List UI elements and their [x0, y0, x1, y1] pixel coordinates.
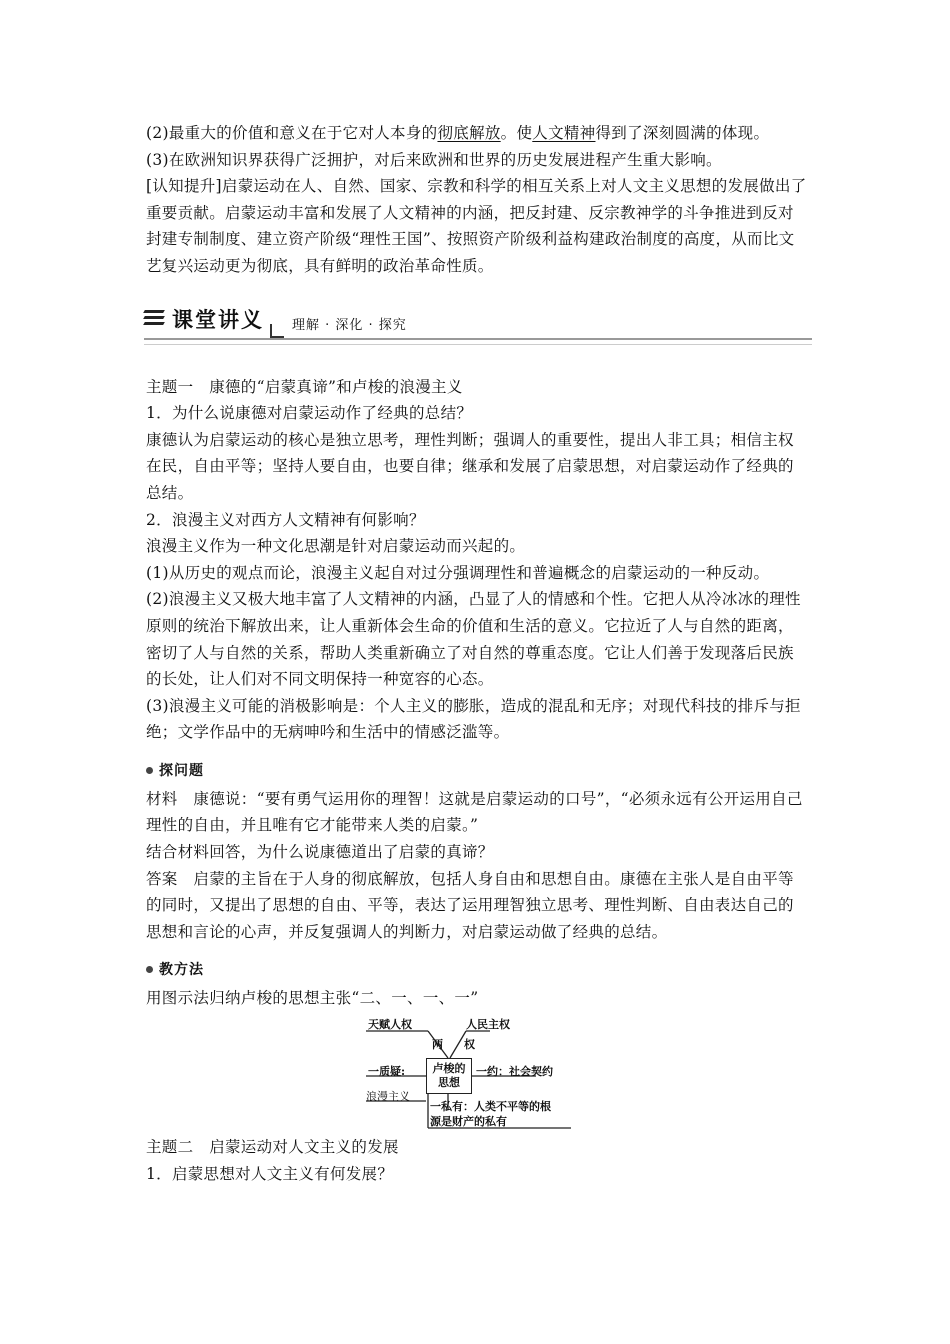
bullet-dot-icon — [146, 966, 153, 973]
explore-answer: 答案 启蒙的主旨在于人身的彻底解放，包括人身自由和思想自由。康德在主张人是自由平等的同时，又提出了思想的自由、平等，表达了运用理智独立思考、理性判断、自由表达自己的思想和言论的心声，并反复强调人的判断力，对启蒙运动做了经典的总结。 — [146, 869, 794, 941]
method-label-text: 教方法 — [159, 962, 204, 979]
topic2-question1: 1．启蒙思想对人文主义有何发展？ — [146, 1164, 394, 1183]
topic1-answer2-intro: 浪漫主义作为一种文化思潮是针对启蒙运动而兴起的。 — [146, 537, 526, 556]
paragraph-value-3: (3)在欧洲知识界获得广泛拥护，对后来欧洲和世界的历史发展进程产生重大影响。 — [146, 150, 722, 169]
topic2-heading: 主题二 启蒙运动对人文主义的发展 — [146, 1138, 399, 1157]
method-section-label — [146, 959, 808, 979]
insight-paragraph: [认知提升]启蒙运动在人、自然、国家、宗教和科学的相互关系上对人文主义思想的发展做出了重要贡献。启蒙运动丰富和发展了人文精神的内涵，把反封建、反宗教神学的斗争推进到反对封建专制制度、建立资产阶级“理性王国”、按照资产阶级利益构建政治制度的高度，从而比文艺复兴运动更为彻底，具有鲜明的政治革命性质。 — [146, 177, 807, 275]
one-doubt-label: 一质疑: — [368, 1065, 406, 1079]
bullet-dot-icon — [146, 767, 153, 774]
section-banner — [144, 302, 812, 348]
one-contract-label: 一约：社会契约 — [476, 1065, 553, 1079]
two-label: 两 — [432, 1038, 443, 1052]
romanticism-label: 浪漫主义 — [366, 1090, 410, 1104]
explore-question: 结合材料回答，为什么说康德道出了启蒙的真谛？ — [146, 843, 494, 862]
banner-subtitle: 理解 · 深化 · 探究 — [292, 317, 407, 333]
topic1-question2: 2．浪漫主义对西方人文精神有何影响？ — [146, 510, 425, 529]
text-segment: 得到了深刻圆满的体现。 — [595, 124, 770, 142]
explore-section-label — [146, 760, 808, 780]
popular-sovereignty-label: 人民主权 — [466, 1018, 510, 1032]
explore-material: 材料 康德说：“要有勇气运用你的理智！这就是启蒙运动的口号”，“必须永远有公开运用自己理性的自由，并且唯有它才能带来人类的启蒙。” — [146, 789, 803, 835]
private-line2: 源是财产的私有 — [430, 1115, 507, 1129]
paragraph-value-2 — [146, 120, 808, 147]
private-line1: 一私有：人类不平等的根 — [430, 1100, 551, 1114]
rousseau-diagram — [366, 1016, 591, 1130]
center-line1: 卢梭的 — [432, 1062, 466, 1076]
text-segment: 。使 — [500, 124, 533, 142]
quan-label: 权 — [464, 1038, 475, 1052]
corner-decoration — [270, 324, 284, 338]
center-line2: 思想 — [438, 1076, 460, 1090]
natural-rights-label: 天赋人权 — [368, 1018, 412, 1032]
underlined-term: 彻底解放 — [437, 124, 501, 142]
banner-rule — [144, 338, 812, 340]
topic1-answer2-point2: (2)浪漫主义又极大地丰富了人文精神的内涵，凸显了人的情感和个性。它把人从冷冰冰的理性原则的统治下解放出来，让人重新体会生命的价值和生活的意义。它拉近了人与自然的距离，密切了人与自然的关系，帮助人类重新确立了对自然的尊重态度。它让人们善于发现落后民族的长处，让人们对不同文明保持一种宽容的心态。 — [146, 590, 801, 689]
topic1-heading: 主题一 康德的“启蒙真谛”和卢梭的浪漫主义 — [146, 377, 463, 396]
topic1-question1: 1．为什么说康德对启蒙运动作了经典的总结？ — [146, 404, 473, 423]
topic1-answer1: 康德认为启蒙运动的核心是独立思考，理性判断；强调人的重要性，提出人非工具；相信主权在民，自由平等；坚持人要自由，也要自律；继承和发展了启蒙思想，对启蒙运动作了经典的总结。 — [146, 430, 794, 502]
stripes-decoration — [144, 310, 164, 328]
explore-label-text: 探问题 — [159, 762, 204, 779]
banner-title: 课堂讲义 — [172, 307, 264, 332]
page-content — [146, 120, 808, 1187]
text-segment: (2)最重大的价值和意义在于它对人本身的 — [146, 124, 438, 142]
topic1-answer2-point3: (3)浪漫主义可能的消极影响是：个人主义的膨胀，造成的混乱和无序；对现代科技的排斥与拒绝；文学作品中的无病呻吟和生活中的情感泛滥等。 — [146, 696, 801, 742]
banner-rule-light — [144, 344, 812, 345]
method-intro: 用图示法归纳卢梭的思想主张“二、一、一、一” — [146, 989, 479, 1008]
underlined-term: 人文精神 — [532, 124, 596, 142]
diagram-center-box — [426, 1058, 472, 1094]
topic1-answer2-point1: (1)从历史的观点而论，浪漫主义起自对过分强调理性和普遍概念的启蒙运动的一种反动。 — [146, 563, 770, 582]
